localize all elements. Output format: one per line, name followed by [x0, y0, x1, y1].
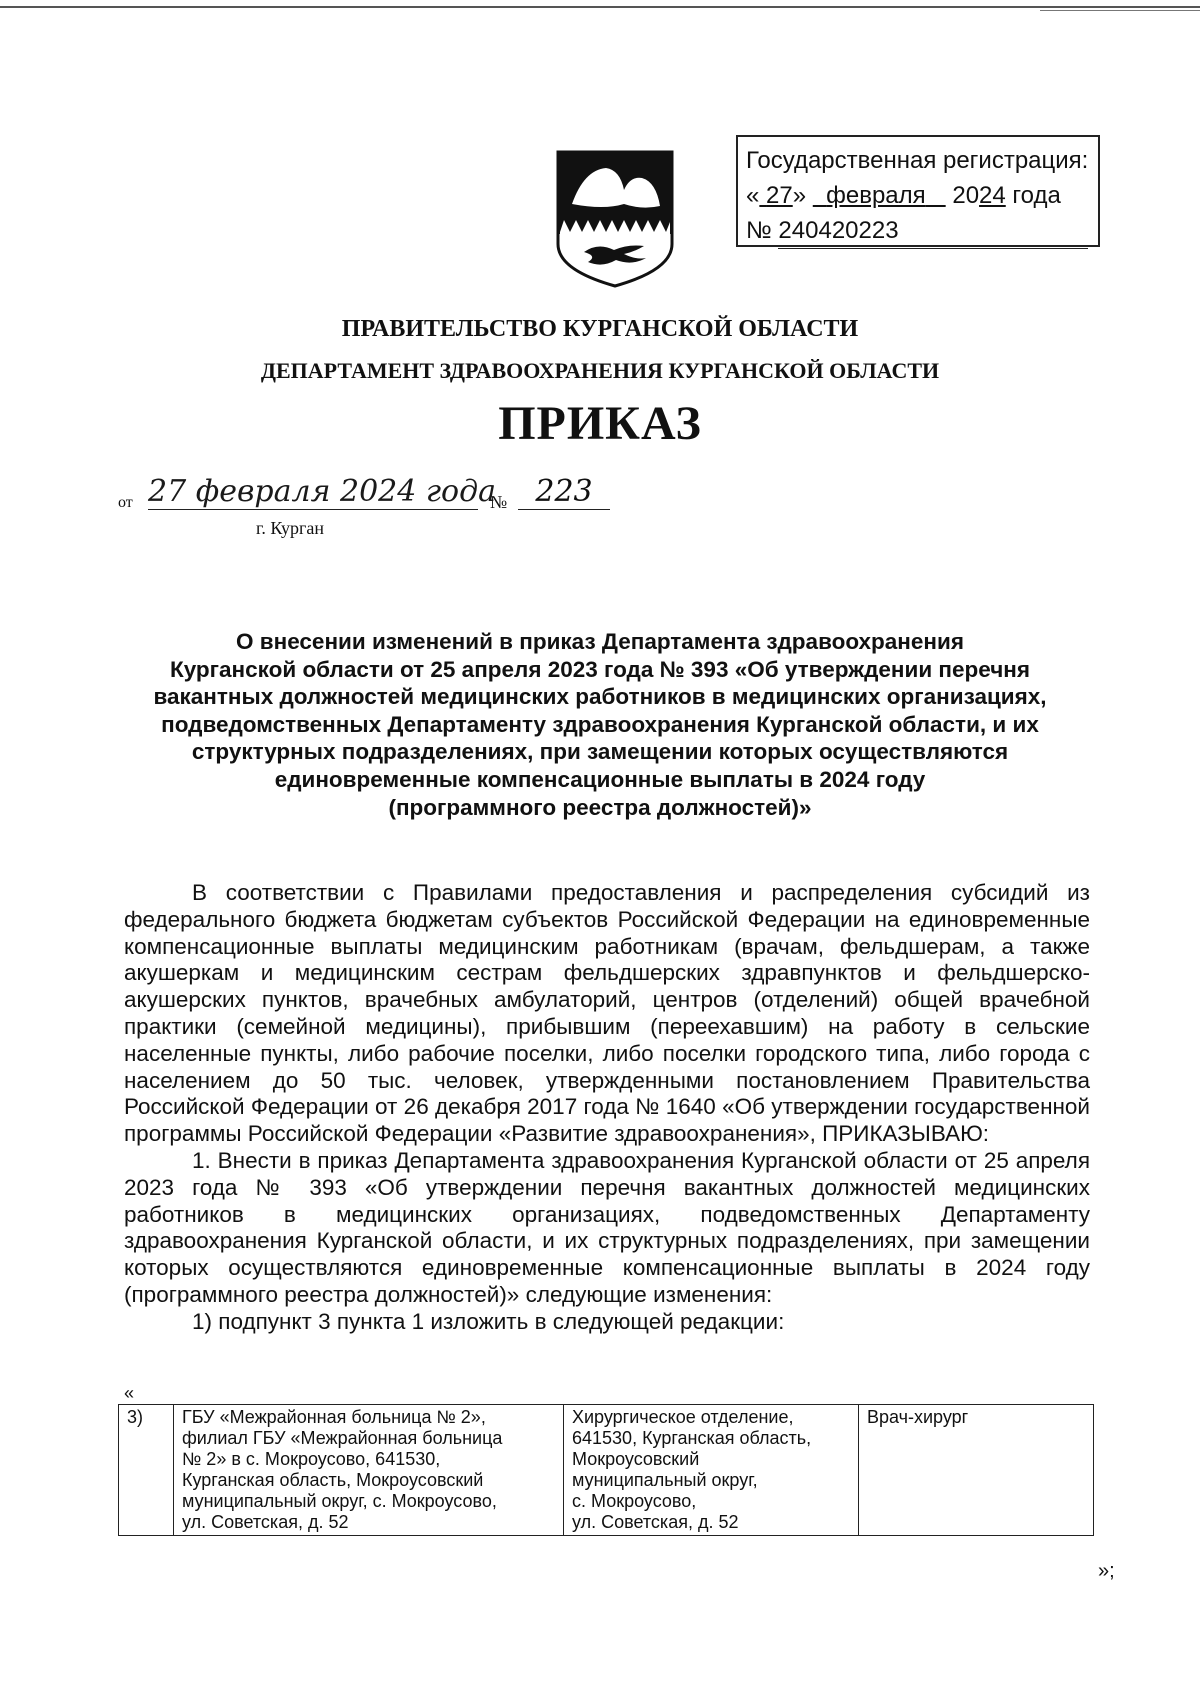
number-label: №: [490, 492, 508, 512]
cell-position: Врач-хирург: [859, 1405, 1094, 1536]
subject-line: О внесении изменений в приказ Департамента здравоохранения: [236, 629, 964, 654]
registration-number: 240420223: [778, 213, 1088, 249]
item-1-paragraph: 1. Внести в приказ Департамента здравоохранения Курганской области от 25 апреля 2023 года № 393 «Об утверждении перечня вакантных должностей медицинских работников в медицинских организациях, подведомственных Департаменту здравоохранения Курганской области, и их структурных подразделениях, при замещении которых осуществляются единовременные компенсационные выплаты в 2024 году (программного реестра должностей)» следующие изменения:: [124, 1147, 1090, 1307]
positions-table: [118, 1404, 1094, 1536]
top-scan-border: [0, 6, 1200, 8]
cell-organization: ГБУ «Межрайонная больница № 2», филиал ГБУ «Межрайонная больница № 2» в с. Мокроусово, 641530, Курганская область, Мокроусовский муниципальный округ, с. Мокроусово, ул. Советская, д. 52: [174, 1405, 564, 1536]
document-type: ПРИКАЗ: [498, 397, 702, 450]
registration-number-line: № 240420223: [746, 213, 1090, 249]
subject-line: вакантных должностей медицинских работников в медицинских организациях,: [153, 684, 1047, 710]
registration-date-line: « 27» февраля 2024 года: [746, 182, 1061, 209]
order-body: [124, 880, 1090, 1336]
order-date-handwritten: 27 февраля 2024 года: [148, 474, 497, 509]
subitem-1-paragraph: 1) подпункт 3 пункта 1 изложить в следующей редакции:: [192, 1308, 785, 1334]
registration-stamp: [736, 135, 1100, 247]
preamble-paragraph: В соответствии с Правилами предоставления и распределения субсидий из федерального бюджета бюджетам субъектов Российской Федерации на единовременные компенсационные выплаты медицинским работникам (врачам, фельдшерам, а также акушеркам и медицинским сестрам фельдшерских здравпунктов и фельдшерско-акушерских пунктов, врачебных амбулаторий, центров (отделений) общей врачебной практики (семейной медицины), прибывшим (переехавшим) на работу в сельские населенные пункты, либо рабочие поселки, либо поселки городского типа, либо города с населением до 50 тыс. человек, утвержденными постановлением Правительства Российской Федерации от 26 декабря 2017 года № 1640 «Об утверждении государственной программы Российской Федерации «Развитие здравоохранения», ПРИКАЗЫВАЮ:: [124, 880, 1090, 1147]
coat-of-arms-emblem: [554, 148, 676, 290]
registration-year: 24: [979, 182, 1006, 209]
government-title: ПРАВИТЕЛЬСТВО КУРГАНСКОЙ ОБЛАСТИ: [341, 316, 859, 342]
cell-unit: Хирургическое отделение, 641530, Курганская область, Мокроусовский муниципальный округ, с. Мокроусово, ул. Советская, д. 52: [564, 1405, 859, 1536]
cell-number: 3): [119, 1405, 174, 1536]
subject-line: (программного реестра должностей)»: [388, 794, 812, 820]
quote-open: «: [124, 1383, 135, 1403]
order-subject: [120, 628, 1080, 821]
subject-line: Курганской области от 25 апреля 2023 года № 393 «Об утверждении перечня: [169, 656, 1031, 682]
order-number-handwritten: 223: [518, 474, 610, 510]
subject-line: единовременные компенсационные выплаты в 2024 году: [274, 766, 926, 792]
registration-month: февраля: [826, 182, 926, 209]
subject-line: подведомственных Департаменту здравоохранения Курганской области, и их: [161, 711, 1039, 737]
table-row: [119, 1405, 1094, 1536]
from-label: от: [118, 494, 133, 511]
registration-day: 27: [766, 182, 793, 209]
quote-close: »;: [1098, 1560, 1115, 1582]
subject-line: структурных подразделениях, при замещении которых осуществляются: [191, 739, 1009, 765]
city: г. Курган: [256, 518, 325, 538]
top-scan-border-tail: [1040, 10, 1200, 11]
department-title: ДЕПАРТАМЕНТ ЗДРАВООХРАНЕНИЯ КУРГАНСКОЙ ОБЛАСТИ: [260, 358, 940, 383]
registration-title: Государственная регистрация:: [746, 147, 1089, 174]
